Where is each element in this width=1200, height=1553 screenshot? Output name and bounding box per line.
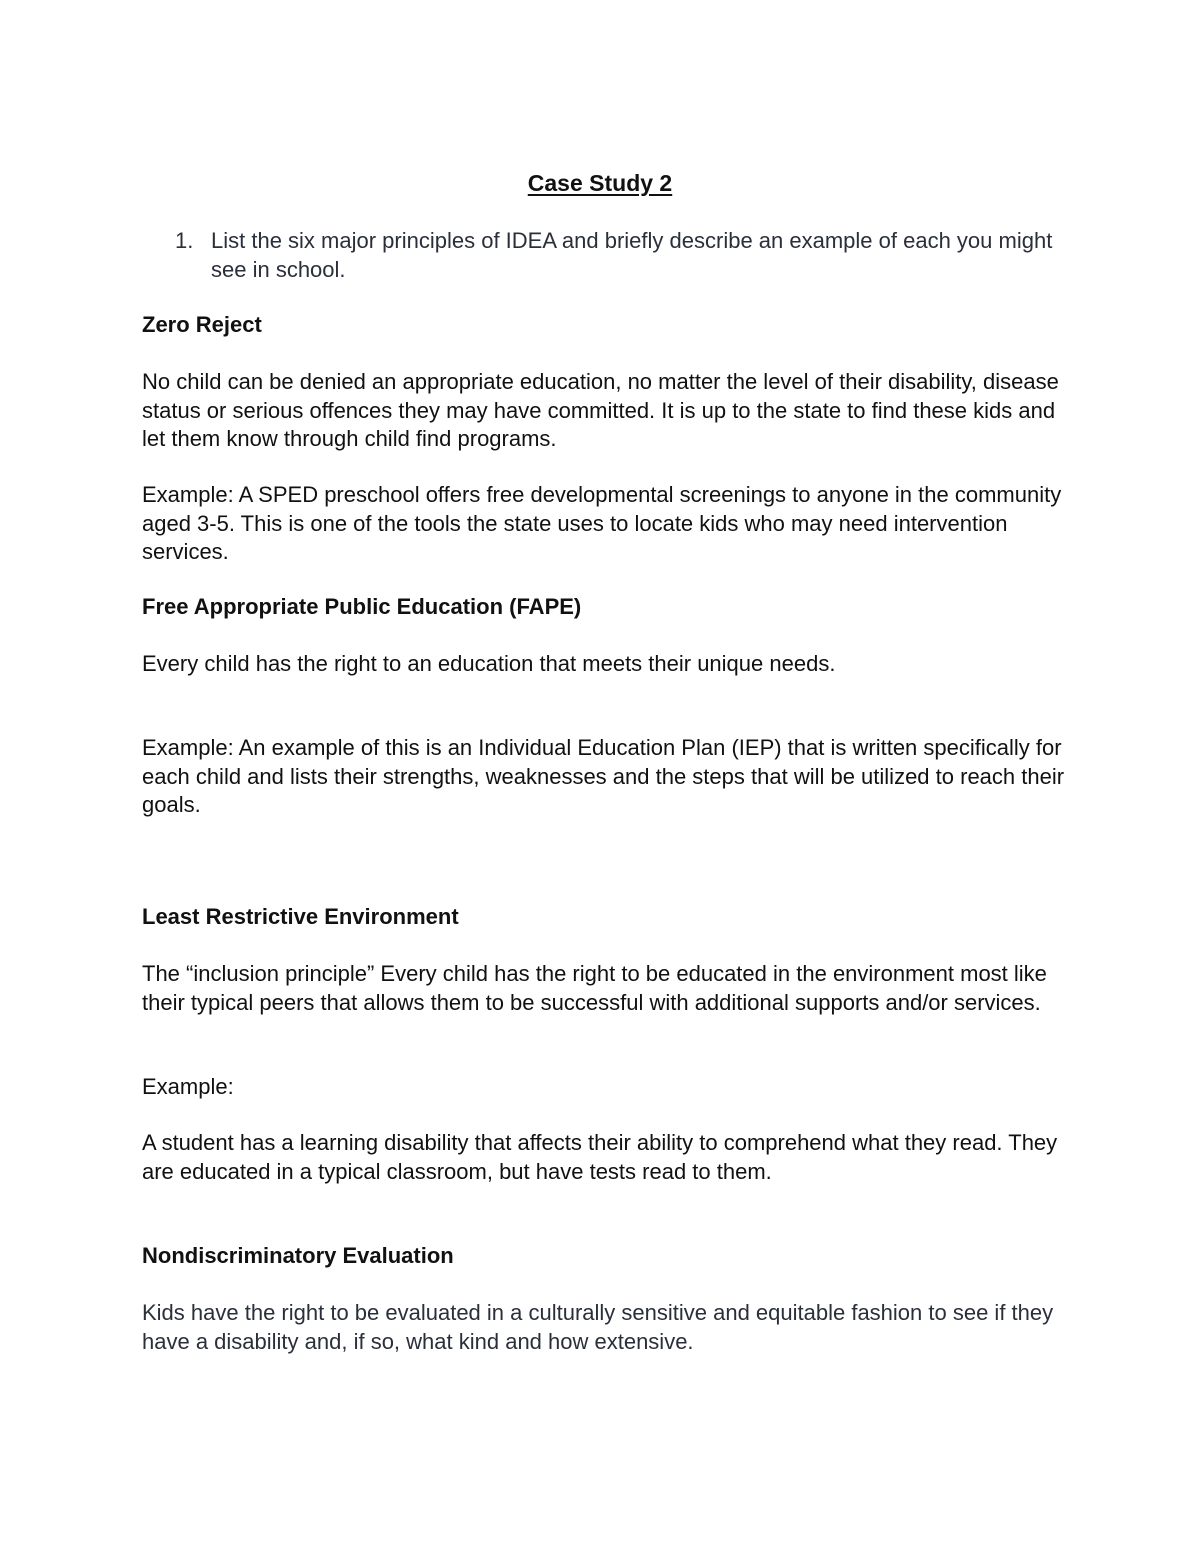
section-heading-fape: Free Appropriate Public Education (FAPE) xyxy=(142,594,582,619)
section-heading-lre: Least Restrictive Environment xyxy=(142,904,459,929)
section-heading-zero-reject: Zero Reject xyxy=(142,312,262,337)
section-example-lre: A student has a learning disability that affects their ability to comprehend what they read. They are educated in a typical classroom, but have tests read to them. xyxy=(142,1130,1058,1184)
section-description-fape: Every child has the right to an education that meets their unique needs. xyxy=(142,651,836,676)
question-number: 1. xyxy=(175,228,194,253)
section-example-label-lre: Example: xyxy=(142,1074,234,1099)
question-item xyxy=(175,227,1065,284)
section-example-fape: Example: An example of this is an Individual Education Plan (IEP) that is written specifically for each child and lists their strengths, weaknesses and the steps that will be utilized to reach their goals. xyxy=(142,735,1065,817)
section-description-lre: The “inclusion principle” Every child has the right to be educated in the environment most like their typical peers that allows them to be successful with additional supports and/or services. xyxy=(142,961,1047,1015)
section-description-zero-reject: No child can be denied an appropriate education, no matter the level of their disability, disease status or serious offences they may have committed. It is up to the state to find these kids and let them know through child find programs. xyxy=(142,369,1059,451)
section-example-zero-reject: Example: A SPED preschool offers free developmental screenings to anyone in the community aged 3-5. This is one of the tools the state uses to locate kids who may need intervention services. xyxy=(142,482,1062,564)
page-title: Case Study 2 xyxy=(527,170,673,196)
question-text: List the six major principles of IDEA and briefly describe an example of each you might see in school. xyxy=(211,228,1053,282)
section-heading-nondiscriminatory: Nondiscriminatory Evaluation xyxy=(142,1243,454,1268)
section-description-nondiscriminatory: Kids have the right to be evaluated in a culturally sensitive and equitable fashion to see if they have a disability and, if so, what kind and how extensive. xyxy=(142,1300,1054,1354)
